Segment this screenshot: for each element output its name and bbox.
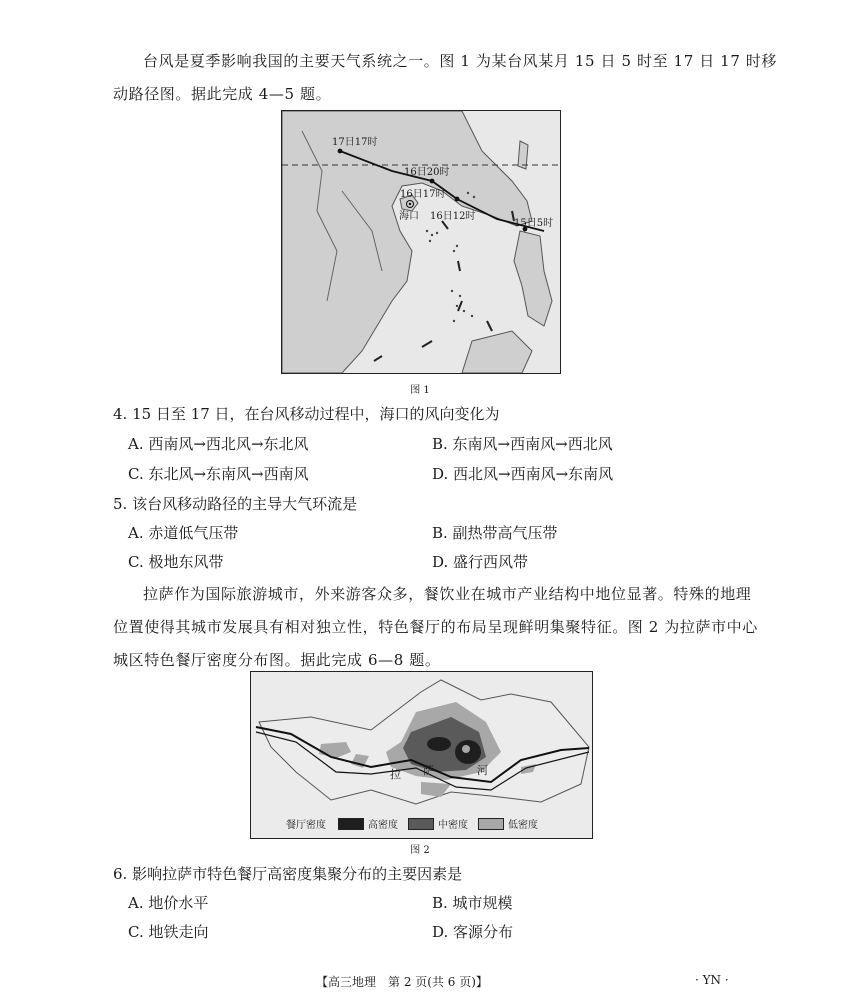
figure-1-map (281, 110, 561, 374)
question-6-option-c[interactable]: C. 地铁走向 (128, 923, 209, 941)
page-footer: 【高三地理 第 2 页(共 6 页)】 (316, 975, 488, 989)
restaurant-density-map (251, 672, 592, 838)
intro-1-line-1: 台风是夏季影响我国的主要天气系统之一。图 1 为某台风某月 15 日 5 时至 17 日 17 时移 (143, 52, 778, 70)
question-5-option-a[interactable]: A. 赤道低气压带 (128, 524, 239, 542)
question-6-option-b[interactable]: B. 城市规模 (432, 894, 513, 912)
figure-2-caption: 图 2 (410, 845, 430, 856)
question-6-option-d[interactable]: D. 客源分布 (432, 923, 514, 941)
question-4-option-a[interactable]: A. 西南风→西北风→东北风 (128, 435, 309, 453)
intro-paragraph-1 (113, 45, 778, 111)
river-label-char-1: 拉 (390, 768, 401, 781)
legend-swatch-mid (408, 818, 434, 830)
track-label-16d17h: 16日17时 (400, 189, 446, 200)
typhoon-track-map (282, 111, 560, 373)
figure-2-legend (286, 816, 538, 831)
question-4-option-b[interactable]: B. 东南风→西南风→西北风 (432, 435, 613, 453)
question-4-stem: 4. 15 日至 17 日，在台风移动过程中，海口的风向变化为 (113, 405, 500, 423)
intro-2-line-2: 位置使得其城市发展具有相对独立性，特色餐厅的布局呈现鲜明集聚特征。图 2 为拉萨市中心 (113, 618, 758, 636)
question-5-option-d[interactable]: D. 盛行西风带 (432, 553, 529, 571)
legend-swatch-high (338, 818, 364, 830)
legend-swatch-low (478, 818, 504, 830)
figure-2-map (250, 671, 593, 839)
figure-1-caption: 图 1 (410, 385, 430, 396)
track-label-17d17h: 17日17时 (332, 137, 378, 148)
question-4-option-c[interactable]: C. 东北风→东南风→西南风 (128, 465, 309, 483)
track-label-16d12h: 16日12时 (430, 211, 476, 222)
legend-title: 餐厅密度 (286, 820, 326, 831)
track-label-16d20h: 16日20时 (404, 167, 450, 178)
legend-label-mid: 中密度 (438, 820, 468, 831)
river-label-char-2: 萨 (423, 764, 434, 777)
intro-2-line-1: 拉萨作为国际旅游城市，外来游客众多，餐饮业在城市产业结构中地位显著。特殊的地理 (143, 585, 752, 603)
question-5-option-c[interactable]: C. 极地东风带 (128, 553, 224, 571)
question-6-stem: 6. 影响拉萨市特色餐厅高密度集聚分布的主要因素是 (113, 865, 463, 883)
question-5-stem: 5. 该台风移动路径的主导大气环流是 (113, 495, 358, 513)
intro-paragraph-2 (113, 578, 758, 677)
city-label-haikou: 海口 (399, 211, 419, 222)
track-label-15d5h: 15日5时 (514, 218, 554, 229)
page-footer-code: · YN · (695, 973, 729, 987)
question-4-option-d[interactable]: D. 西北风→西南风→东南风 (432, 465, 614, 483)
legend-label-high: 高密度 (368, 820, 398, 831)
question-5-option-b[interactable]: B. 副热带高气压带 (432, 524, 558, 542)
legend-label-low: 低密度 (508, 820, 538, 831)
intro-2-line-3: 城区特色餐厅密度分布图。据此完成 6—8 题。 (113, 651, 441, 669)
river-label-char-3: 河 (477, 764, 488, 777)
intro-1-line-2: 动路径图。据此完成 4—5 题。 (113, 85, 332, 103)
question-6-option-a[interactable]: A. 地价水平 (128, 894, 209, 912)
